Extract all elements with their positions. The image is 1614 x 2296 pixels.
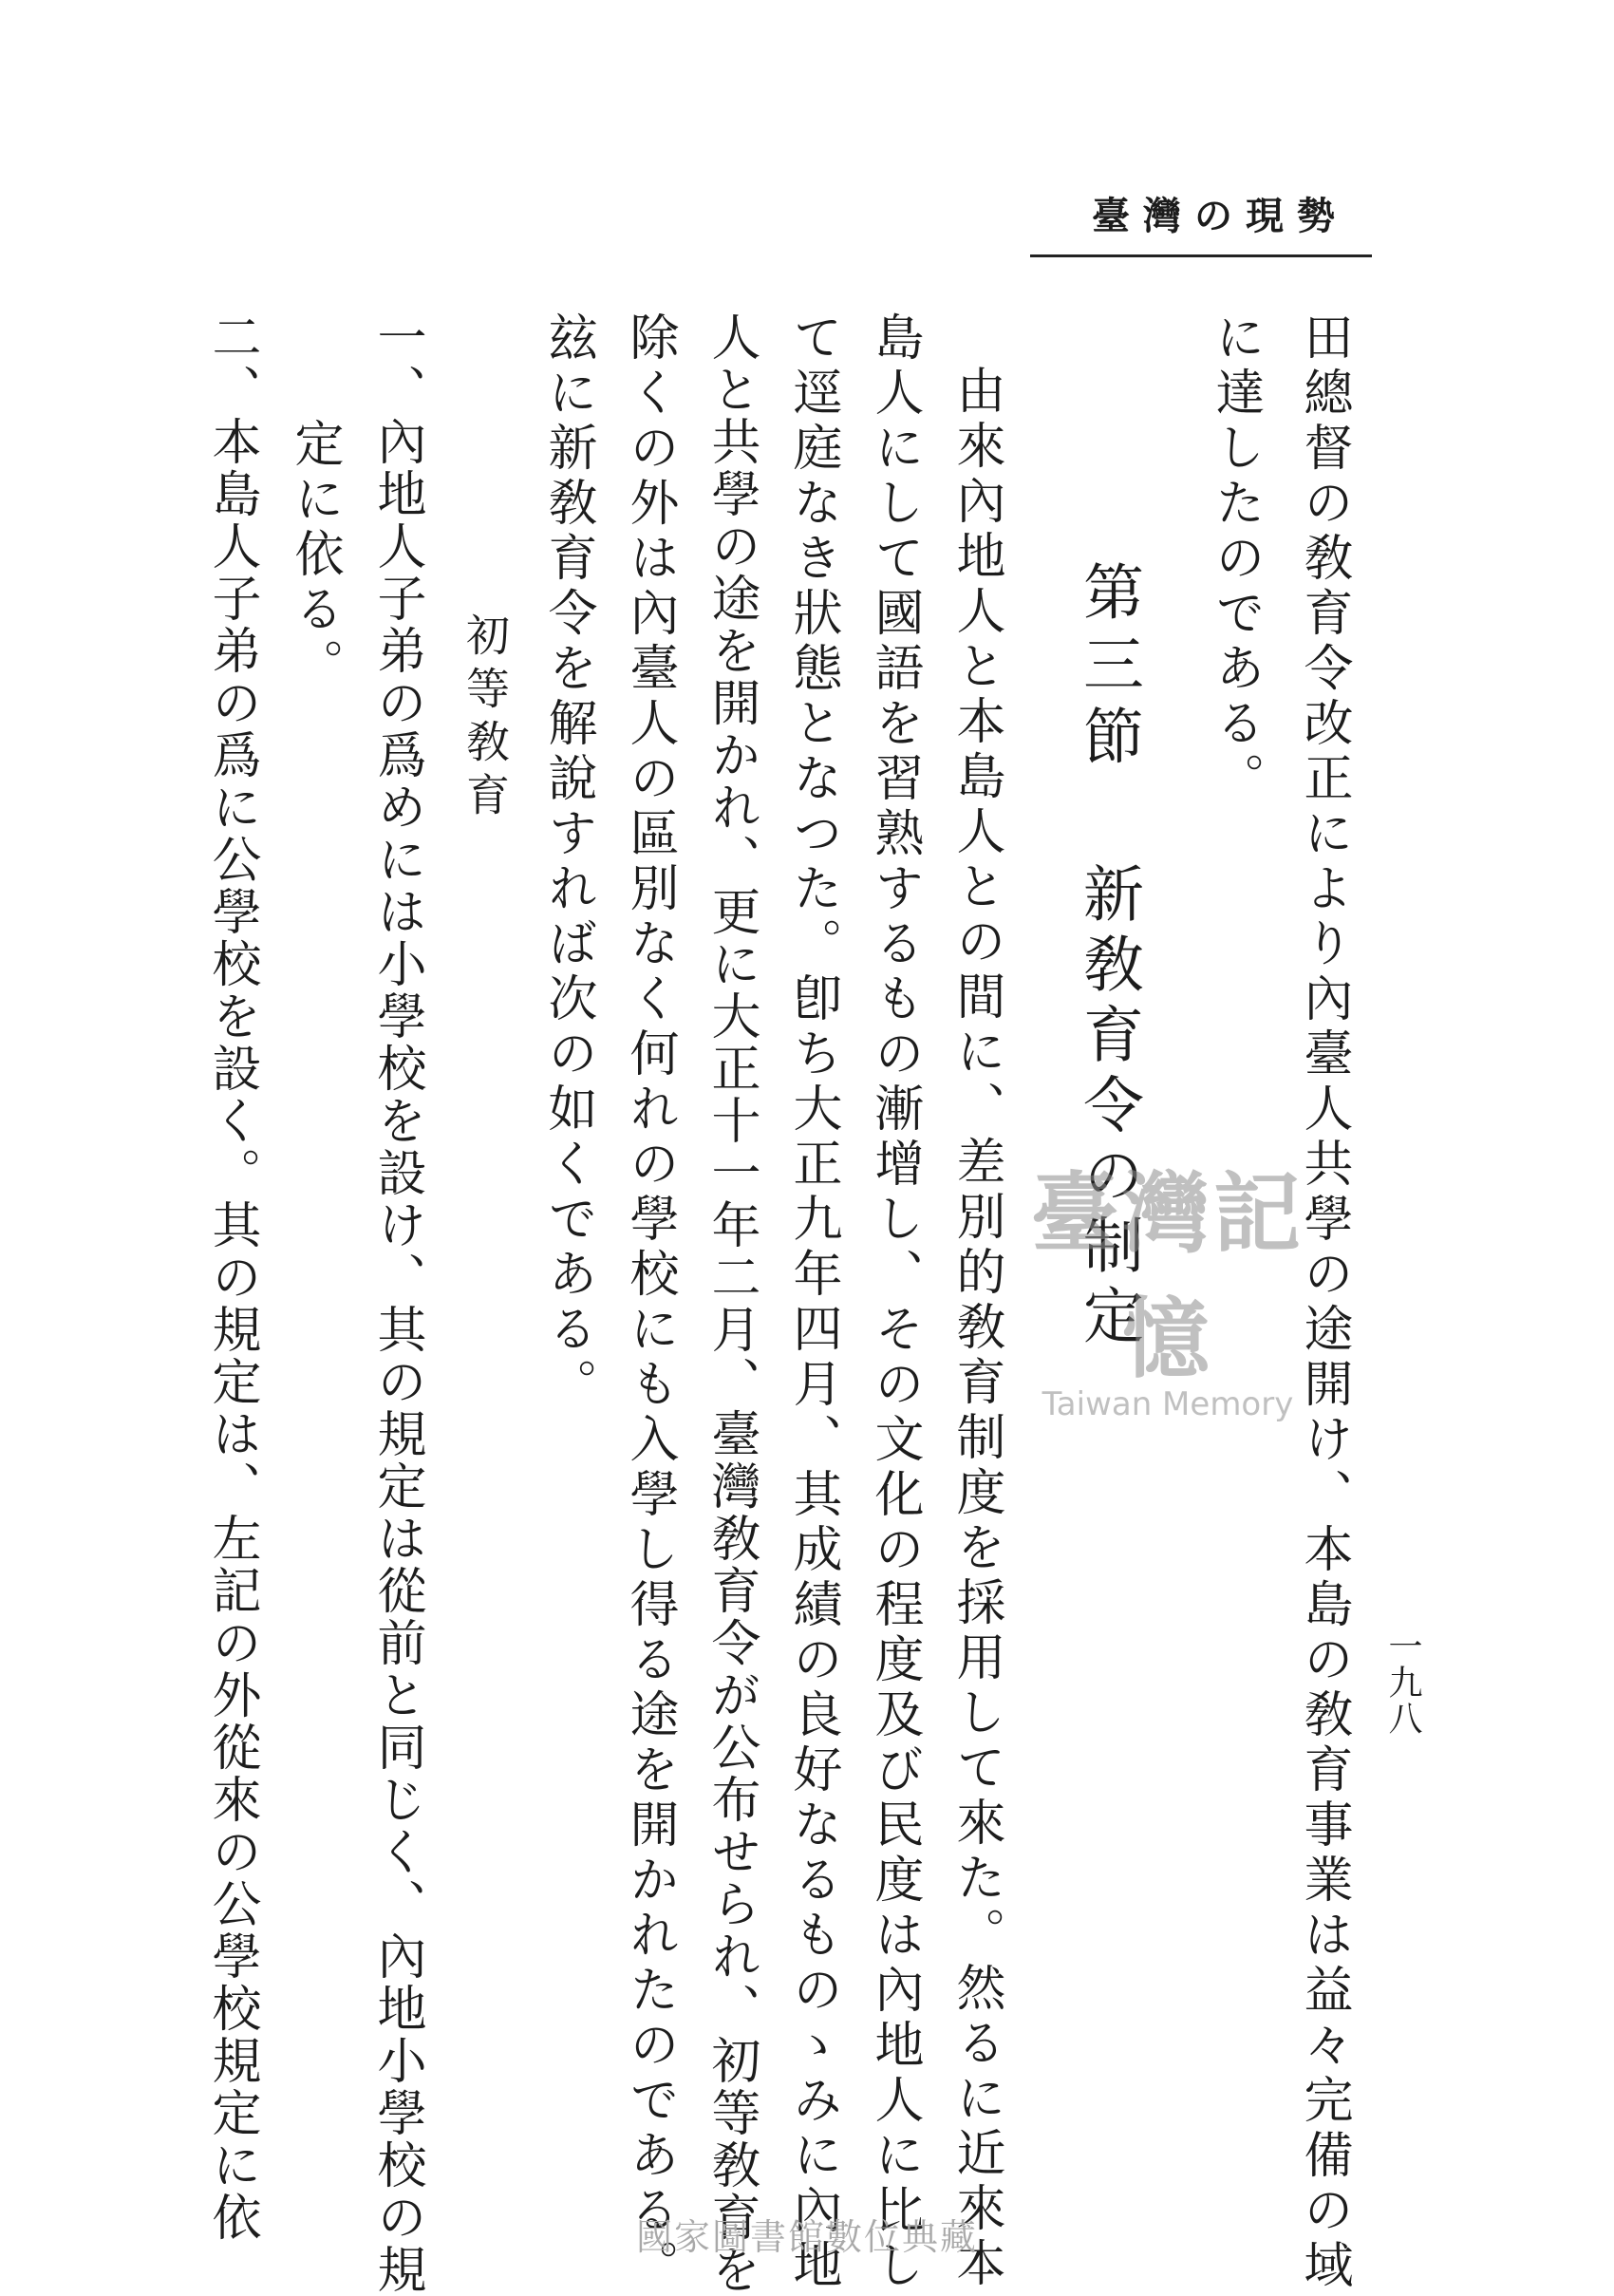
watermark (1025, 1144, 1310, 1423)
item-line-3: 二、本島人子弟の爲に公學校を設く。其の規定は、左記の外從來の公學校規定に依 (203, 311, 260, 2244)
footer-credit: 國家圖書館數位典藏 (635, 2216, 978, 2258)
item-line-1: 一、內地人子弟の爲めには小學校を設け、其の規定は從前と同じく、內地小學校の規 (368, 311, 425, 2296)
body-line-5: 除くの外は內臺人の區別なく何れの學校にも入學し得る途を開かれたのである。 (621, 311, 678, 2294)
body-line-4: 人と共學の途を開かれ、更に大正十一年二月、臺灣敎育令が公布せられ、初等敎育を (703, 311, 760, 2296)
watermark-chinese: 臺灣記憶 (1030, 1162, 1304, 1390)
body-line-6: 玆に新敎育令を解說すれば次の如くである。 (539, 311, 596, 1413)
paragraph-line-1: 田總督の敎育令改正により內臺人共學の途開け、本島の敎育事業は益々完備の域 (1295, 311, 1352, 2294)
body-line-1: 由來內地人と本島人との間に、差別的敎育制度を採用して來た。然るに近來本 (948, 365, 1004, 2292)
running-header: 臺灣の現勢 (1092, 194, 1348, 238)
section-number: 第三節 (1073, 560, 1143, 777)
item-line-2: 定に依る。 (286, 418, 343, 693)
header-rule (1030, 254, 1372, 257)
subsection-heading: 初等敎育 (460, 612, 511, 825)
section-heading (1073, 560, 1143, 1354)
watermark-english: Taiwan Memory (1042, 1385, 1294, 1423)
section-title: 新敎育令の制定 (1073, 862, 1143, 1354)
paragraph-line-2: に達したのである。 (1207, 311, 1264, 807)
body-line-3: て逕庭なき狀態となつた。卽ち大正九年四月、其成績の良好なるものゝみに內地 (784, 311, 841, 2294)
page-number: 一九八 (1383, 1628, 1422, 1737)
body-line-2: 島人にして國語を習熟するもの漸增し、その文化の程度及び民度は內地人に比し (866, 311, 923, 2294)
